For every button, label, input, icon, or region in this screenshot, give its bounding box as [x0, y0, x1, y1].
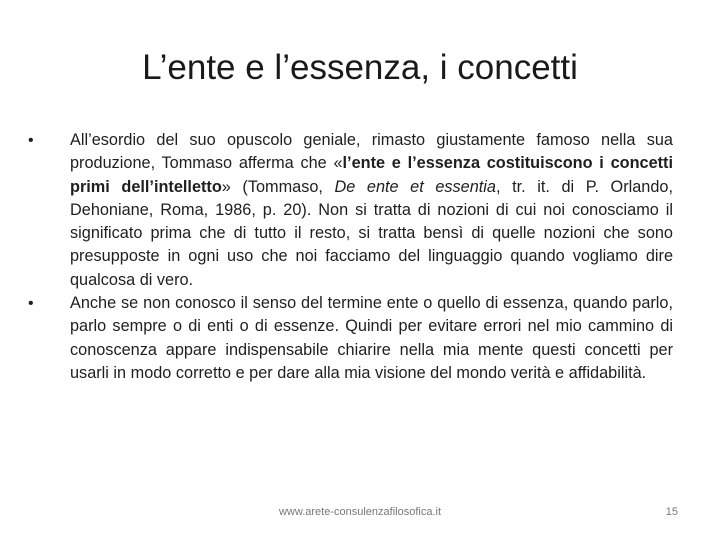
text-segment: » (Tommaso,: [221, 177, 335, 196]
text-segment: All’esordio del suo opuscolo geniale, rimasto giustamente famoso nella sua produzione, Tommaso afferma che «: [70, 131, 673, 173]
page-number: 15: [665, 506, 678, 518]
slide-title: L’ente e l’essenza, i concetti: [142, 48, 578, 87]
bullet-dot-icon: •: [28, 132, 34, 149]
italic-title: De ente et essentia: [334, 177, 496, 196]
bold-quote: l’ente e l’essenza costituiscono i concetti primi dell’intelletto: [70, 154, 673, 196]
bullet-text: [70, 131, 673, 289]
bullet-item: [28, 292, 673, 385]
bullet-text: [70, 294, 673, 382]
bullet-item: [28, 129, 673, 292]
text-segment: , tr. it. di P. Orlando, Dehoniane, Roma, 1986, p. 20). Non si tratta di nozioni di cui noi conosciamo il significato prima che di tutto il resto, si tratta bensì di quelle nozioni che sono presupposte in ogni uso che noi facciamo del linguaggio quando vogliamo dire qualcosa di vero.: [70, 177, 673, 289]
bullet-list: [28, 129, 673, 385]
text-segment: Anche se non conosco il senso del termine ente o quello di essenza, quando parlo, parlo sempre o di enti o di essenze. Quindi per evitare errori nel mio cammino di conoscenza appare indispensabile chiarire nella mia mente questi concetti per usarli in modo corretto e per dare alla mia visione del mondo verità e affidabilità.: [70, 294, 673, 382]
footer-url: www.arete-consulenzafilosofica.it: [278, 506, 442, 518]
bullet-dot-icon: •: [28, 295, 34, 313]
